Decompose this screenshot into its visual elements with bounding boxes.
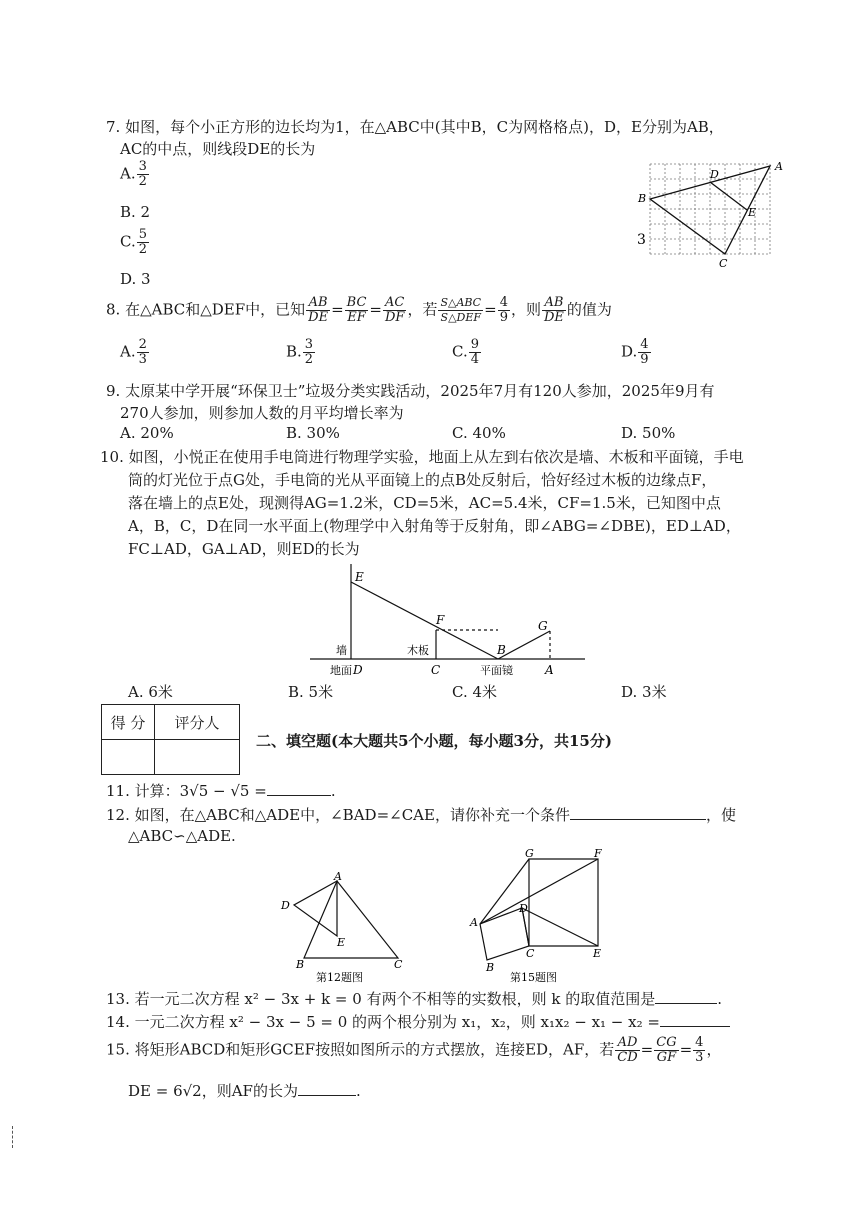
margin-cut-line	[12, 1126, 14, 1148]
q7-fig-label-d: D	[710, 168, 719, 181]
q10-option-d: D. 3米	[621, 683, 667, 701]
q10-figure	[300, 558, 590, 680]
q13-text: 13. 若一元二次方程 x² − 3x + k = 0 有两个不相等的实数根，则 k 的取值范围是 .	[106, 990, 722, 1008]
q7-fig-label-a: A	[775, 160, 783, 173]
q8-stem: 8. 在△ABC和△DEF中，已知 $\frac{AB}{DE}$ = $\frac{BC}{EF}$ = $\frac{AC}{DF}$ ，若 $\frac{\text{S△ABC}}{\text{S△DEF}}$ = $\frac{4}{9}$ ，则 $\frac{AB}{DE}$ 的值为	[106, 295, 612, 325]
fig12-label-e: E	[337, 936, 346, 949]
q12-line2: △ABC∽△ADE.	[128, 827, 236, 845]
score-box	[101, 704, 240, 775]
q7-option-c: C. $\frac{5}{2}$	[120, 227, 147, 257]
q9-option-a: A. 20%	[120, 424, 174, 442]
fig15-caption: 第15题图	[510, 971, 557, 984]
fig12-caption: 第12题图	[316, 971, 363, 984]
q15-answer-blank[interactable]	[298, 1081, 356, 1096]
q10-fig-label-g: G	[538, 619, 548, 633]
q8-option-b: B. $\frac{3}{2}$	[286, 337, 314, 367]
score-box-header-score: 得 分	[102, 705, 155, 740]
fig15-label-c: C	[526, 947, 535, 960]
q10-fig-label-wall: 墙	[336, 644, 347, 657]
q9-option-b: B. 30%	[286, 424, 340, 442]
q7-option-d: D. 3	[120, 270, 151, 288]
q9-line2: 270人参加，则参加人数的月平均增长率为	[120, 404, 404, 422]
fig15-label-b: B	[486, 961, 495, 974]
fig15-label-f: F	[594, 847, 602, 860]
q7-line2: AC的中点，则线段DE的长为	[120, 140, 316, 158]
fig15-figure	[466, 846, 616, 984]
q10-line2: 筒的灯光位于点G处，手电筒的光从平面镜上的点B处反射后，恰好经过木板的边缘点F，	[128, 471, 717, 489]
q10-fig-label-c: C	[431, 663, 441, 677]
fig12-label-b: B	[296, 958, 305, 971]
q10-option-c: C. 4米	[452, 683, 498, 701]
fig12-figure	[276, 872, 411, 984]
score-box-score-cell[interactable]	[102, 740, 155, 775]
q10-line4: A，B，C，D在同一水平面上(物理学中入射角等于反射角，即∠ABG=∠DBE)，ED⊥AD，	[128, 517, 741, 535]
q15-line1: 15. 将矩形ABCD和矩形GCEF按照如图所示的方式摆放，连接ED，AF，若 $\frac{AD}{CD}$ = $\frac{CG}{GF}$ = $\frac{4}{3}$ ，	[106, 1035, 722, 1065]
q8-option-d: D. $\frac{4}{9}$	[621, 337, 649, 367]
q7-fig-label-e: E	[748, 206, 757, 219]
q10-fig-label-d: D	[353, 663, 363, 677]
q14-text: 14. 一元二次方程 x² − 3x − 5 = 0 的两个根分别为 x₁，x₂，则 x₁x₂ − x₁ − x₂ =	[106, 1011, 730, 1032]
q10-option-b: B. 5米	[288, 683, 334, 701]
q7-line1: 7. 如图，每个小正方形的边长均为1，在△ABC中(其中B，C为网格格点)，D，E分别为AB，	[106, 118, 724, 136]
q7-option-a: A. $\frac{3}{2}$	[120, 159, 147, 189]
fig12-label-d: D	[281, 899, 290, 912]
q10-fig-label-ground: 地面	[330, 664, 352, 677]
q9-line1: 9. 太原某中学开展“环保卫士”垃圾分类实践活动，2025年7月有120人参加，2025年9月有	[106, 382, 715, 400]
q12-line1: 12. 如图，在△ABC和△ADE中，∠BAD=∠CAE，请你补充一个条件 ，使	[106, 806, 736, 824]
q7-grid-figure	[636, 160, 782, 272]
q14-answer-blank[interactable]	[660, 1012, 730, 1027]
q9-option-c: C. 40%	[452, 424, 506, 442]
q10-line3: 落在墙上的点E处，现测得AG=1.2米，CD=5米，AC=5.4米，CF=1.5米，已知图中点	[128, 494, 721, 512]
q7-fig-margin-mark: 3	[637, 232, 646, 248]
q10-fig-label-b: B	[497, 643, 506, 657]
q8-option-a: A. $\frac{2}{3}$	[120, 337, 147, 367]
q9-option-d: D. 50%	[621, 424, 676, 442]
q11-answer-blank[interactable]	[267, 781, 331, 796]
q15-line2: DE = 6√2，则AF的长为 .	[128, 1082, 361, 1100]
q10-fig-label-board: 木板	[407, 644, 429, 657]
q10-line1: 10. 如图，小悦正在使用手电筒进行物理学实验，地面上从左到右依次是墙、木板和平面镜，手电	[100, 448, 744, 466]
q7-fig-label-c: C	[719, 257, 728, 270]
q10-option-a: A. 6米	[128, 683, 173, 701]
score-box-header-grader: 评分人	[155, 705, 240, 740]
fig12-label-a: A	[334, 870, 342, 883]
q10-fig-label-a: A	[545, 663, 554, 677]
score-box-grader-cell[interactable]	[155, 740, 240, 775]
q13-answer-blank[interactable]	[655, 989, 717, 1004]
q10-fig-label-f: F	[436, 613, 445, 627]
q7-option-b: B. 2	[120, 203, 151, 221]
q11-text: 11. 计算：3√5 − √5 = .	[106, 782, 336, 800]
fig15-label-g: G	[525, 847, 534, 860]
q10-fig-label-mirror: 平面镜	[480, 664, 513, 677]
q8-option-c: C. $\frac{9}{4}$	[452, 337, 479, 367]
section-2-heading: 二、填空题(本大题共5个小题，每小题3分，共15分)	[256, 732, 612, 750]
q7-fig-label-b: B	[638, 192, 647, 205]
fig15-label-a: A	[470, 916, 478, 929]
q12-answer-blank[interactable]	[570, 805, 706, 820]
fig15-label-e: E	[593, 947, 602, 960]
fig12-label-c: C	[394, 958, 403, 971]
fig15-label-d: D	[519, 902, 528, 915]
q10-fig-label-e: E	[355, 570, 364, 584]
q10-line5: FC⊥AD，GA⊥AD，则ED的长为	[128, 540, 360, 558]
